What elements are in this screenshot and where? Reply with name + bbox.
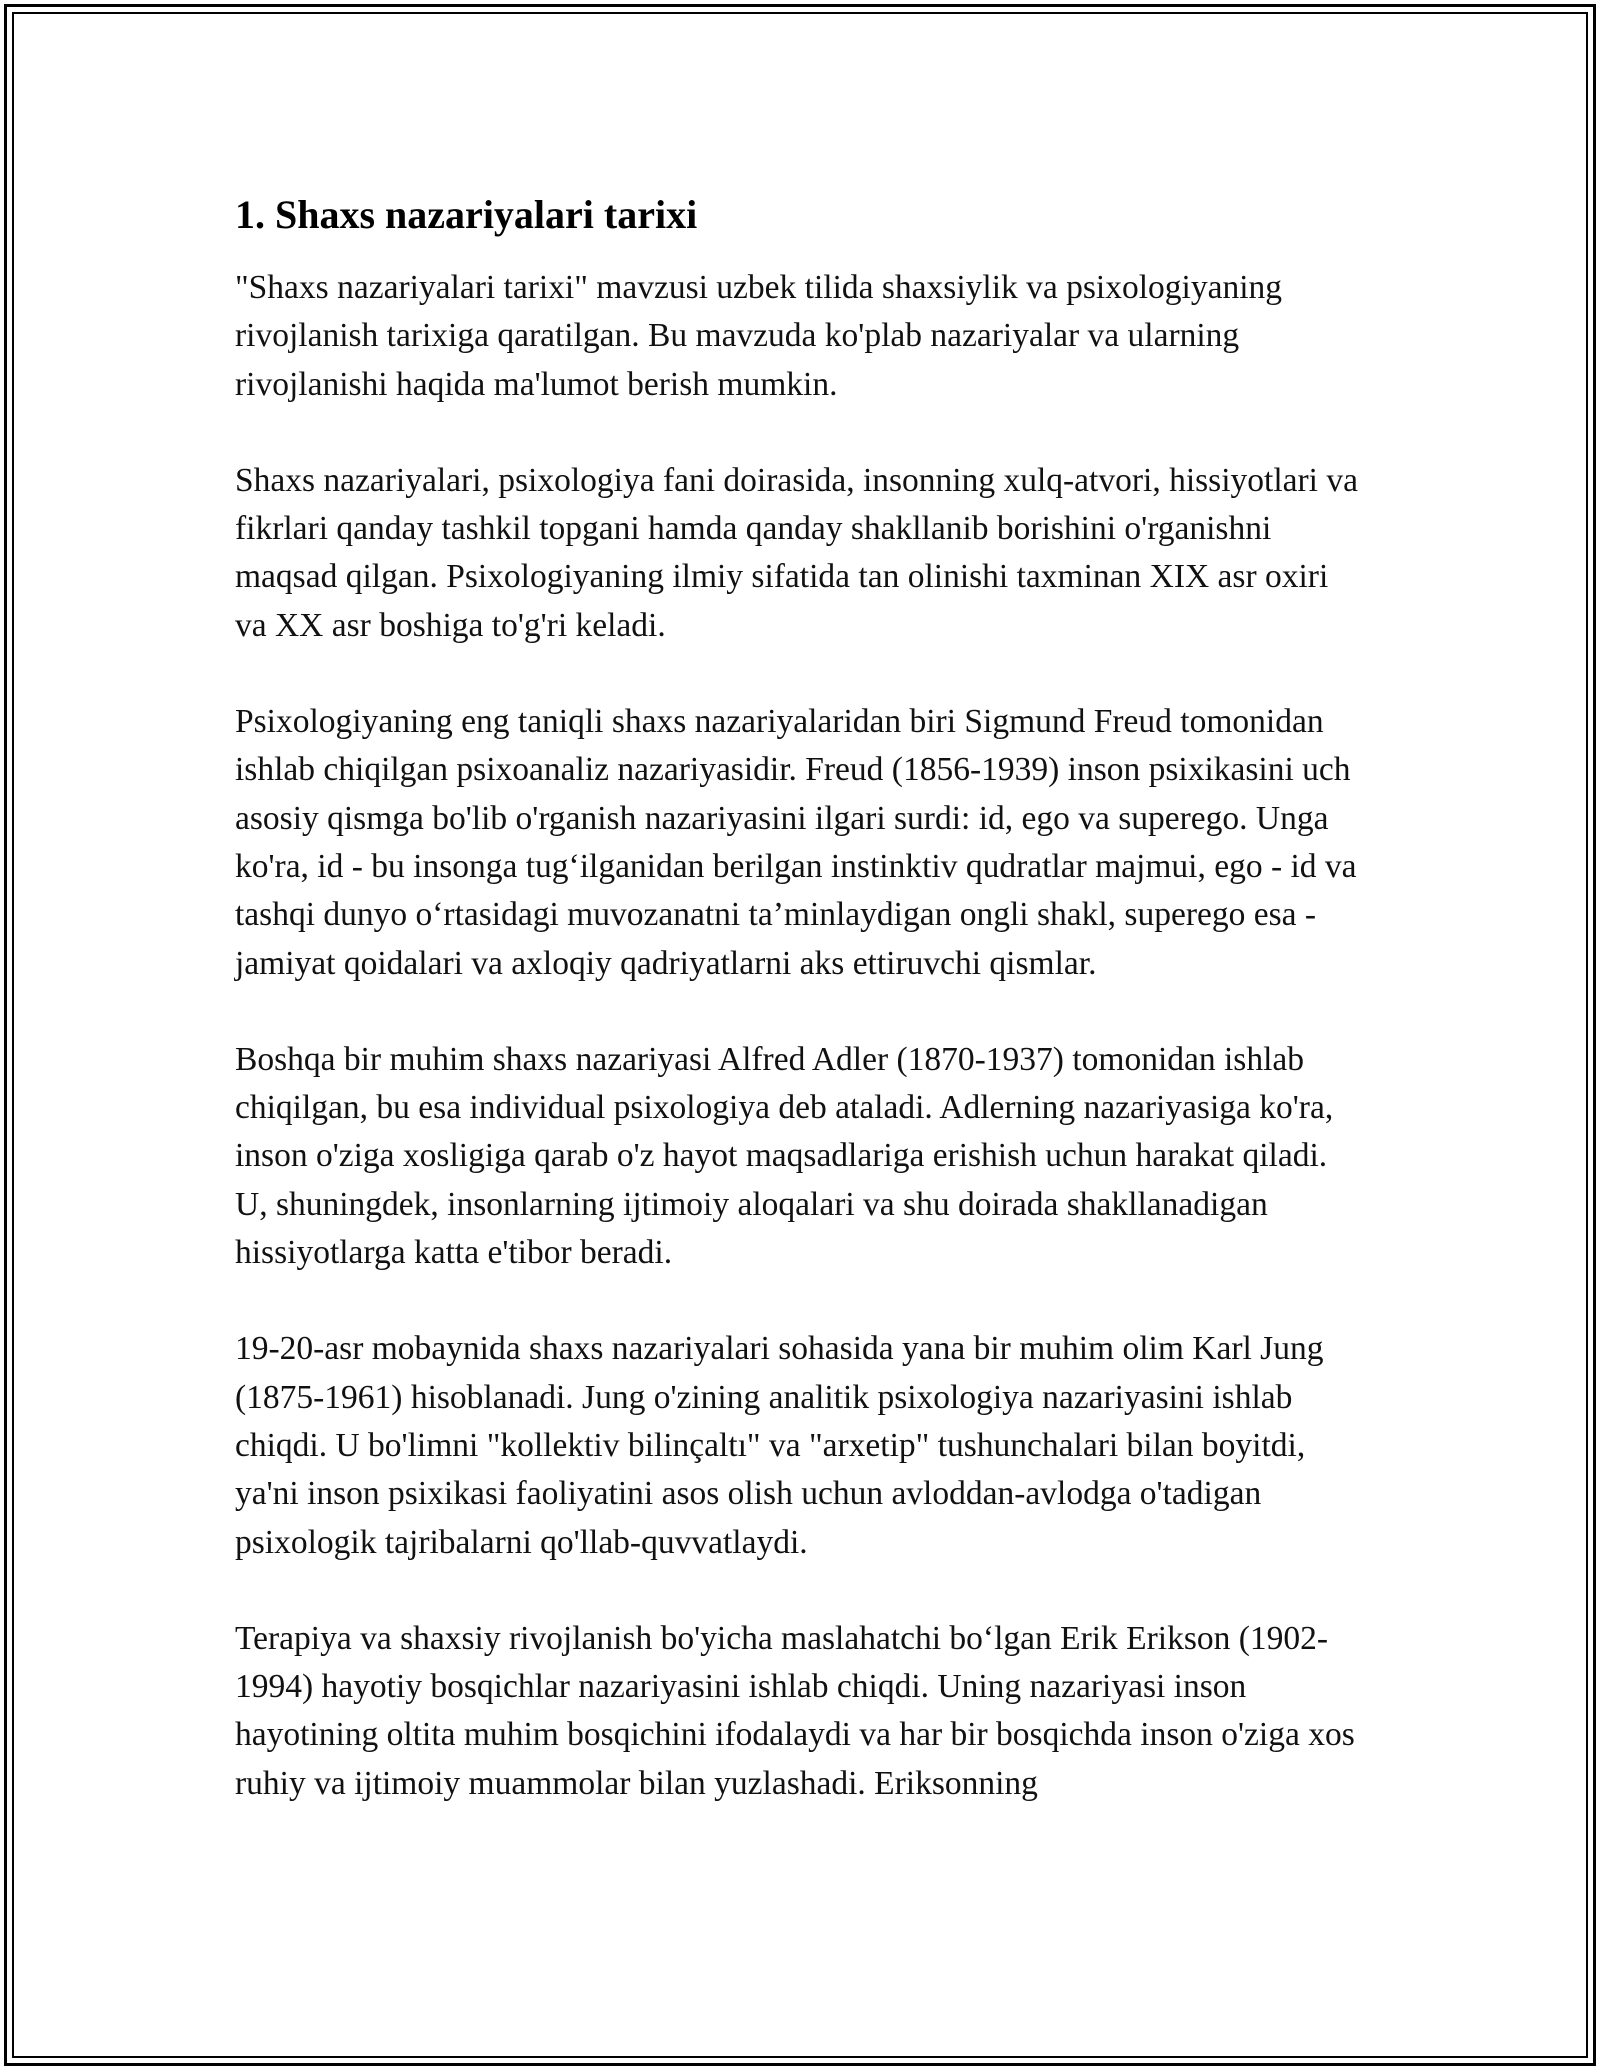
paragraph-erikson: Terapiya va shaxsiy rivojlanish bo'yicha maslahatchi bo‘lgan Erik Erikson (1902-1994) hayotiy bosqichlar nazariyasini ishlab chiqdi. Uning nazariyasi inson hayotining oltita muhim bosqichini ifodalaydi va har bir bosqichda inson o'ziga xos ruhiy va ijtimoiy muammolar bilan yuzlashadi. Eriksonning (235, 1619, 1355, 1802)
paragraph-jung: 19-20-asr mobaynida shaxs nazariyalari sohasida yana bir muhim olim Karl Jung (1875-1961) hisoblanadi. Jung o'zining analitik psixologiya nazariyasini ishlab chiqdi. U bo'limni "kollektiv bilinçaltı" va "arxetip" tushunchalari bilan boyitdi, ya'ni inson psixikasi faoliyatini asos olish uchun avloddan-avlodga o'tadigan psixologik tajribalarni qo'llab-quvvatlaydi. (235, 1330, 1324, 1561)
paragraph-adler: Boshqa bir muhim shaxs nazariyasi Alfred Adler (1870-1937) tomonidan ishlab chiqilgan, bu esa individual psixologiya deb ataladi. Adlerning nazariyasiga ko'ra, inson o'ziga xosligiga qarab o'z hayot maqsadlariga erishish uchun harakat qiladi. U, shuningdek, insonlarning ijtimoiy aloqalari va shu doirada shakllanadigan hissiyotlarga katta e'tibor beradi. (235, 1040, 1334, 1272)
paragraph-intro: "Shaxs nazariyalari tarixi" mavzusi uzbek tilida shaxsiylik va psixologiyaning rivojlanish tarixiga qaratilgan. Bu mavzuda ko'plab nazariyalar va ularning rivojlanishi haqida ma'lumot berish mumkin. (235, 269, 1283, 403)
section-heading: 1. Shaxs nazariyalari tarixi (235, 192, 698, 237)
document-body (235, 188, 1365, 1856)
paragraph-definition: Shaxs nazariyalari, psixologiya fani doirasida, insonning xulq-atvori, hissiyotlari va fikrlari qanday tashkil topgani hamda qanday shakllanib borishini o'rganishni maqsad qilgan. Psixologiyaning ilmiy sifatida tan olinishi taxminan XIX asr oxiri va XX asr boshiga to'g'ri keladi. (235, 461, 1358, 644)
paragraph-freud: Psixologiyaning eng taniqli shaxs nazariyalaridan biri Sigmund Freud tomonidan ishlab chiqilgan psixoanaliz nazariyasidir. Freud (1856-1939) inson psixikasini uch asosiy qismga bo'lib o'rganish nazariyasini ilgari surdi: id, ego va superego. Unga ko'ra, id - bu insonga tug‘ilganidan berilgan instinktiv qudratlar majmui, ego - id va tashqi dunyo o‘rtasidagi muvozanatni ta’minlaydigan ongli shakl, superego esa - jamiyat qoidalari va axloqiy qadriyatlarni aks ettiruvchi qismlar. (235, 703, 1357, 982)
